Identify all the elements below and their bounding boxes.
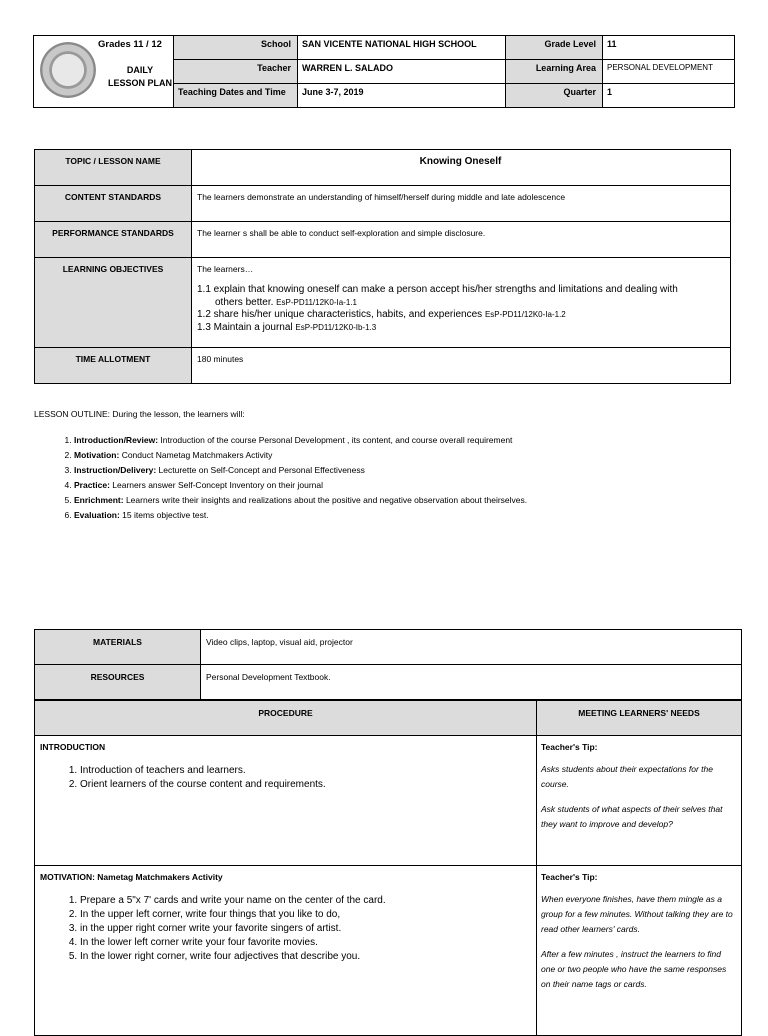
introduction-tip-cell: [537, 736, 742, 866]
introduction-cell: [35, 736, 537, 866]
outline-intro: LESSON OUTLINE: During the lesson, the learners will:: [34, 409, 245, 419]
school-label: School: [174, 36, 298, 60]
motivation-tip-title: Teacher's Tip:: [541, 872, 598, 882]
topic-value: Knowing Oneself: [192, 150, 731, 186]
objective-item: 1.3 Maintain a journal EsP-PD11/12K0-Ib-1.3: [197, 321, 377, 333]
motivation-step: 4. In the lower left corner write your four favorite movies.: [80, 936, 531, 950]
topic-label: TOPIC / LESSON NAME: [35, 150, 192, 186]
objective-item: 1.1 explain that knowing oneself can make a person accept his/her strengths and limitations and dealing with: [197, 284, 678, 295]
introduction-tip: Asks students about their expectations for the course.: [541, 764, 713, 789]
learning-objectives-label: LEARNING OBJECTIVES: [35, 258, 192, 348]
objectives-intro: The learners…: [197, 264, 254, 274]
procedure-table: [34, 700, 742, 1036]
motivation-step: 3. in the upper right corner write your favorite singers of artist.: [80, 922, 531, 936]
header-logo-cell: [34, 36, 174, 108]
deped-seal-icon: [40, 42, 96, 98]
motivation-tip: When everyone finishes, have them mingle as a group for a few minutes. Without talking they are to read other learners' cards.: [541, 894, 733, 934]
outline-item: 6. Evaluation: 15 items objective test.: [74, 508, 754, 523]
introduction-title: INTRODUCTION: [40, 742, 106, 752]
motivation-step: 2. In the upper left corner, write four things that you like to do,: [80, 908, 531, 922]
motivation-steps: [40, 894, 531, 964]
introduction-step: 2. Orient learners of the course content and requirements.: [80, 778, 531, 792]
teacher-label: Teacher: [174, 60, 298, 84]
objective-item: 1.2 share his/her unique characteristics, habits, and experiences EsP-PD11/12K0-Ia-1.2: [197, 309, 566, 320]
quarter-value: 1: [603, 84, 735, 108]
learning-area-label: Learning Area: [506, 60, 603, 84]
outline-item: 3. Instruction/Delivery: Lecturette on Self-Concept and Personal Effectiveness: [74, 463, 754, 478]
outline-list: [34, 433, 754, 523]
dates-label: Teaching Dates and Time: [174, 84, 298, 108]
performance-standards-label: PERFORMANCE STANDARDS: [35, 222, 192, 258]
motivation-title: MOTIVATION: Nametag Matchmakers Activity: [40, 872, 223, 882]
learners-needs-header: MEETING LEARNERS' NEEDS: [537, 701, 742, 736]
materials-value: Video clips, laptop, visual aid, projector: [201, 630, 742, 665]
school-value: SAN VICENTE NATIONAL HIGH SCHOOL: [298, 36, 506, 60]
dates-value: June 3-7, 2019: [298, 84, 506, 108]
motivation-cell: [35, 866, 537, 1036]
lesson-outline: [34, 409, 754, 523]
introduction-tip: Ask students of what aspects of their selves that they want to improve and develop?: [541, 804, 723, 829]
motivation-step: 1. Prepare a 5"x 7' cards and write your name on the center of the card.: [80, 894, 531, 908]
grade-level-label: Grade Level: [506, 36, 603, 60]
time-allotment-label: TIME ALLOTMENT: [35, 348, 192, 384]
grade-level-value: 11: [603, 36, 735, 60]
outline-item: 2. Motivation: Conduct Nametag Matchmakers Activity: [74, 448, 754, 463]
time-allotment-value: 180 minutes: [192, 348, 731, 384]
materials-table: [34, 629, 742, 700]
learning-objectives-value: [192, 258, 731, 348]
motivation-tip-cell: [537, 866, 742, 1036]
learning-area-value: PERSONAL DEVELOPMENT: [603, 60, 735, 84]
grades-text: Grades 11 / 12: [98, 39, 162, 50]
performance-standards-value: The learner s shall be able to conduct self-exploration and simple disclosure.: [192, 222, 731, 258]
teacher-value: WARREN L. SALADO: [298, 60, 506, 84]
content-standards-label: CONTENT STANDARDS: [35, 186, 192, 222]
outline-item: 4. Practice: Learners answer Self-Concept Inventory on their journal: [74, 478, 754, 493]
outline-item: 5. Enrichment: Learners write their insights and realizations about the positive and negative observation about theirselves.: [74, 493, 754, 508]
quarter-label: Quarter: [506, 84, 603, 108]
introduction-steps: [40, 764, 531, 792]
introduction-tip-title: Teacher's Tip:: [541, 742, 598, 752]
materials-label: MATERIALS: [35, 630, 201, 665]
objectives-list: [197, 284, 724, 334]
objective-item-continued: others better. EsP-PD11/12K0-Ia-1.1: [215, 296, 357, 308]
resources-value: Personal Development Textbook.: [201, 665, 742, 700]
procedure-header: PROCEDURE: [35, 701, 537, 736]
resources-label: RESOURCES: [35, 665, 201, 700]
header-table: [33, 35, 735, 108]
introduction-step: 1. Introduction of teachers and learners.: [80, 764, 531, 778]
lesson-info-table: [34, 149, 731, 384]
motivation-step: 5. In the lower right corner, write four adjectives that describe you.: [80, 950, 531, 964]
content-standards-value: The learners demonstrate an understanding of himself/herself during middle and late adolescence: [192, 186, 731, 222]
motivation-tip: After a few minutes , instruct the learners to find one or two people who have the same responses on their name tags or cards.: [541, 949, 727, 989]
daily-lesson-plan-text: DAILY LESSON PLAN: [108, 65, 173, 88]
outline-item: 1. Introduction/Review: Introduction of the course Personal Development , its content, and course overall requirement: [74, 433, 754, 448]
